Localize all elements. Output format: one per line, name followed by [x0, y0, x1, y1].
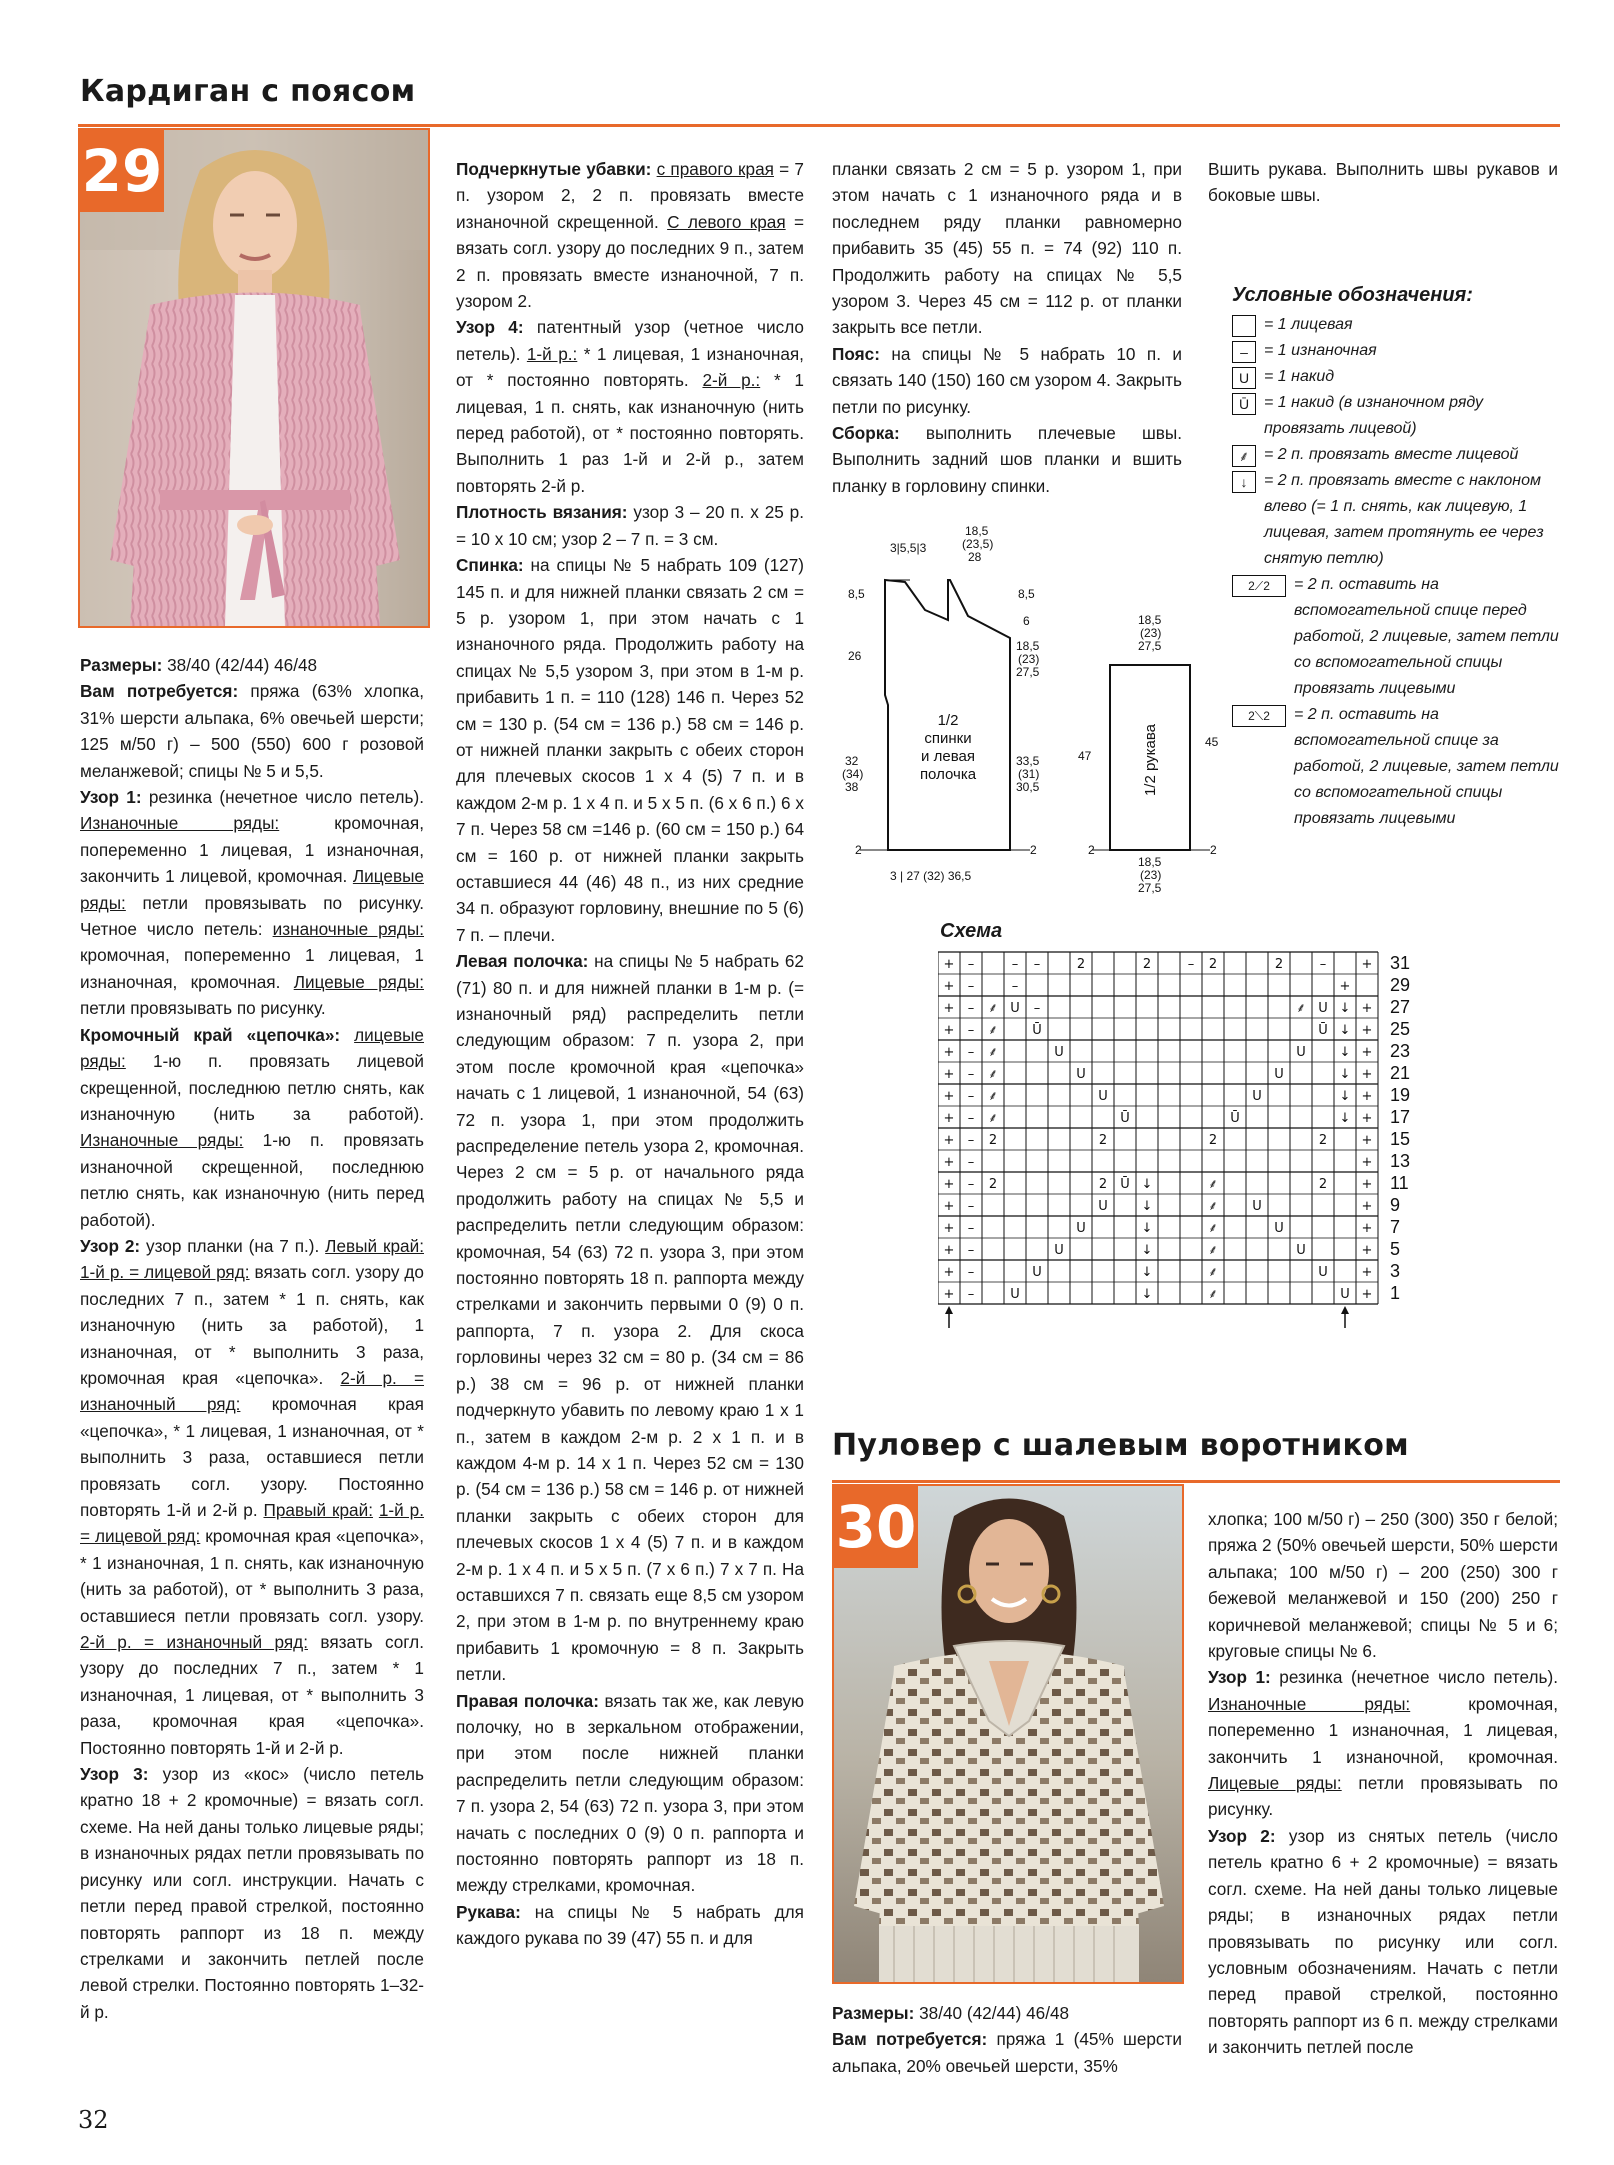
article1-column-2	[456, 156, 804, 1952]
legend-text: = 1 накид	[1264, 368, 1335, 385]
chart-cell-symbol: –	[967, 1088, 975, 1104]
chart-row-number: 23	[1390, 1041, 1411, 1062]
dim-left-bottom: 38	[845, 780, 859, 794]
article1-badge: 29	[80, 130, 164, 212]
chart-cell-symbol: +	[943, 1154, 955, 1170]
chart-cell-symbol: U	[1098, 1088, 1108, 1104]
article1-col1-paragraph: Узор 3: узор из «кос» (число петель кратно 18 + 2 кромочные) = вязать согл. схеме. На ней даны только лицевые ряды; в изнаночных рядах петли провязывать по рисунку или согл. инструкции. Начать с петли перед правой стрелкой, постоянно повторять раппорт из 18 п. между стрелками и закончить петлей после левой стрелки. Постоянно повторять 1–32-й р.	[80, 1764, 424, 2022]
chart-cell-symbol: +	[1361, 1066, 1373, 1082]
article2-title: Пуловер с шалевым воротником	[832, 1428, 1409, 1463]
chart-cell-symbol: +	[1361, 956, 1373, 972]
dim-right-185: 27,5	[1016, 665, 1040, 679]
page-number: 32	[78, 2106, 109, 2134]
chart-cell-symbol: +	[1361, 1198, 1373, 1214]
chart-cell-symbol: +	[943, 1044, 955, 1060]
chart-cell-symbol: +	[1361, 1176, 1373, 1192]
article2-col-right-paragraph: Узор 1: резинка (нечетное число петель). Изнаночные ряды: кромочная, попеременно 1 изнаночная, 1 лицевая, закончить 1 изнаночной, кромочная. Лицевые ряды: петли провязывать по рисунку.	[1208, 1667, 1559, 1820]
chart-cell-symbol: +	[943, 956, 955, 972]
chart-cell-symbol: Ū	[1230, 1110, 1240, 1126]
chart-cell-symbol: U	[1054, 1044, 1064, 1060]
dim-sleeve-top: 18,5	[1138, 613, 1162, 627]
dim-left-bottom: (34)	[842, 767, 864, 781]
chart-cell-symbol: U	[1318, 1264, 1328, 1280]
article1-col1-paragraph: Узор 1: резинка (нечетное число петель). Изнаночные ряды: кромочная, попеременно 1 лицевая, 1 изнаночная, закончить 1 лицевой, кромочная. Лицевые ряды: петли провязывать по рисунку. Четное число петель: изнаночные ряды: кромочная, попеременно 1 лицевая, 1 изнаночная, кромочная. Лицевые ряды: петли провязывать по рисунку.	[80, 787, 425, 1019]
legend-symbol-icon: U	[1232, 367, 1256, 389]
legend-symbol-icon: ⸙	[1232, 445, 1256, 467]
chart-cell-symbol: U	[1098, 1198, 1108, 1214]
chart-row-number: 1	[1390, 1283, 1401, 1304]
chart-cell-symbol: Ū	[1318, 1022, 1328, 1038]
chart-cell-symbol: U	[1010, 1286, 1020, 1302]
chart-cell-symbol: ⸙	[1208, 1176, 1218, 1192]
dim-top-left: 3|5,5|3	[890, 541, 927, 555]
legend-symbol-icon: Ū	[1232, 393, 1256, 415]
chart-row-number: 11	[1390, 1173, 1409, 1194]
chart-cell-symbol: +	[943, 1088, 955, 1104]
chart-cell-symbol: ↓	[1141, 1242, 1153, 1258]
dim-two-left: 2	[855, 843, 862, 857]
dim-left-top: 8,5	[848, 587, 865, 601]
garment-schematic	[830, 520, 1250, 900]
chart-row-number: 7	[1390, 1217, 1401, 1238]
dim-top-neck: 28	[968, 550, 982, 564]
article2-col-right-paragraph: хлопка; 100 м/50 г) – 250 (300) 350 г белой; пряжа 2 (50% овечьей шерсти, 50% шерсти альпака; 100 м/50 г) – 200 (250) 300 г бежевой меланжевой и 150 (200) 250 г коричневой меланжевой; спицы № 5 и 6; круговые спицы № 6.	[1208, 1509, 1558, 1662]
chart-cell-symbol: U	[1252, 1198, 1262, 1214]
chart-cell-symbol: ⸙	[988, 1044, 998, 1060]
chart-cell-symbol: –	[967, 1000, 975, 1016]
chart-cell-symbol: U	[1340, 1286, 1350, 1302]
dim-sleeve-bottom: (23)	[1140, 868, 1162, 882]
chart-cell-symbol: ↓	[1339, 1000, 1351, 1016]
article1-column-4	[1208, 156, 1558, 209]
chart-cell-symbol: +	[943, 1242, 955, 1258]
legend-item	[1232, 312, 1562, 338]
chart-cell-symbol: ↓	[1141, 1176, 1153, 1192]
dim-top-neck: (23,5)	[962, 537, 994, 551]
chart-cell-symbol: –	[1319, 956, 1327, 972]
article1-col3-paragraph: планки связать 2 см = 5 р. узором 1, при этом начать с 1 изнаночного ряда и в последнем ряду планки равномерно прибавить 35 (45) 55 п. = 74 (92) 110 п. Продолжить работу на спицах № 5,5 узором 3. Через 45 см = 112 р. от планки закрыть все петли.	[832, 159, 1182, 338]
chart-cell-symbol: ⸙	[988, 1000, 998, 1016]
chart-cell-symbol: 2	[1318, 1176, 1328, 1192]
chart-cell-symbol: ↓	[1141, 1286, 1153, 1302]
chart-cell-symbol: –	[967, 1198, 975, 1214]
chart-cell-symbol: ⸙	[1208, 1242, 1218, 1258]
dim-sleeve-left: 47	[1078, 749, 1092, 763]
chart-cell-symbol: –	[1011, 978, 1019, 994]
dim-right-bottom: 33,5	[1016, 754, 1040, 768]
dim-right-185: 18,5	[1016, 639, 1040, 653]
legend-text: = 2 п. оставить на вспомогательной спице перед работой, 2 лицевые, затем петли со вспомогательной спицы провязать лицевыми	[1294, 576, 1559, 697]
chart-cell-symbol: U	[1252, 1088, 1262, 1104]
chart-cell-symbol: –	[967, 1264, 975, 1280]
article2-badge: 30	[834, 1486, 918, 1568]
chart-cell-symbol: –	[1033, 1000, 1041, 1016]
schematic-label-back: 1/2	[937, 712, 959, 729]
chart-cell-symbol: ↓	[1339, 1110, 1351, 1126]
chart-cell-symbol: +	[1361, 1242, 1373, 1258]
dim-sleeve-two-right: 2	[1210, 843, 1217, 857]
chart-row-number: 5	[1390, 1239, 1401, 1260]
chart-cell-symbol: +	[943, 1198, 955, 1214]
article1-col2-paragraph: Спинка: на спицы № 5 набрать 109 (127) 145 п. и для нижней планки связать 2 см = 5 р. узором 1, при этом начать с 1 изнаночного ряда. Продолжить работу на спицах № 5,5 узором 3, при этом в 1-м р. прибавить 1 п. = 110 (128) 146 п. Через 52 см = 130 р. (54 см = 136 р.) 58 см = 146 р. от нижней планки закрыть с обеих сторон для плечевых скосов 1 х 4 (5) 7 п. и в каждом 2-м р. 1 х 4 п. и 5 х 5 п. (6 х 6 п.) 6 х 7 п. Через 58 см =146 р. (60 см = 150 р.) 64 см = 160 р. от нижней планки закрыть оставшиеся 44 (46) 48 п., из них средние 34 п. образуют горловину, внешние по 5 (6) 7 п. – плечи.	[456, 555, 804, 945]
chart-row-number: 25	[1390, 1019, 1411, 1040]
chart-cell-symbol: +	[1361, 1220, 1373, 1236]
article1-title: Кардиган с поясом	[80, 74, 416, 109]
chart-cell-symbol: +	[1361, 1154, 1373, 1170]
legend-item	[1232, 702, 1562, 832]
legend-item	[1232, 390, 1562, 442]
chart-cell-symbol: +	[1339, 978, 1351, 994]
legend-text: = 2 п. провязать вместе с наклоном влево (= 1 п. снять, как лицевую, 1 лицевая, затем протянуть ее через снятую петлю)	[1264, 472, 1544, 567]
legend-item	[1232, 468, 1562, 572]
legend-item	[1232, 364, 1562, 390]
schematic-label-back: полочка	[919, 766, 977, 783]
chart-cell-symbol: ⸙	[988, 1022, 998, 1038]
dim-right-six: 6	[1023, 614, 1030, 628]
chart-cell-symbol: ↓	[1141, 1220, 1153, 1236]
chart-row-number: 27	[1390, 997, 1411, 1018]
legend-symbol-icon: 2⟍2	[1232, 705, 1286, 727]
schematic-label-back: спинки	[924, 730, 972, 747]
chart-cell-symbol: U	[1010, 1000, 1020, 1016]
chart-title: Схема	[940, 920, 1003, 942]
chart-cell-symbol: U	[1076, 1066, 1086, 1082]
chart-cell-symbol: ↓	[1339, 1088, 1351, 1104]
legend-items	[1232, 312, 1562, 832]
chart-cell-symbol: ↓	[1339, 1022, 1351, 1038]
chart-cell-symbol: 2	[1208, 1132, 1218, 1148]
dim-sleeve-top: 27,5	[1138, 639, 1162, 653]
chart-cell-symbol: Ū	[1032, 1022, 1042, 1038]
dim-right-top: 8,5	[1018, 587, 1035, 601]
legend-symbol-icon: 2⟋2	[1232, 575, 1286, 597]
chart-cell-symbol: Ū	[1120, 1110, 1130, 1126]
article1-column-1	[80, 652, 424, 2025]
chart-row-number: 29	[1390, 975, 1411, 996]
chart-cell-symbol: U	[1032, 1264, 1042, 1280]
chart-cell-symbol: +	[1361, 1044, 1373, 1060]
legend-text: = 1 накид (в изнаночном ряду провязать лицевой)	[1264, 394, 1484, 437]
legend-item	[1232, 338, 1562, 364]
chart-cell-symbol: +	[943, 1220, 955, 1236]
chart-cell-symbol: U	[1054, 1242, 1064, 1258]
legend-text: = 2 п. провязать вместе лицевой	[1264, 446, 1519, 463]
chart-arrow	[945, 1306, 953, 1314]
chart-cell-symbol: +	[1361, 1022, 1373, 1038]
chart-cell-symbol: –	[967, 1176, 975, 1192]
chart-cell-symbol: U	[1318, 1000, 1328, 1016]
article1-col2-paragraph: Правая полочка: вязать так же, как левую полочку, но в зеркальном отображении, при этом после нижней планки распределить петли следующим образом: 7 п. узора 2, 54 (63) 72 п. узора 3, при этом начать с последних 0 (9) 0 п. раппорта и постоянно повторять раппорт из 18 п. между стрелками, кромочная.	[456, 1690, 804, 1896]
dim-sleeve-top: (23)	[1140, 626, 1162, 640]
chart-cell-symbol: +	[1361, 1110, 1373, 1126]
chart-row-number: 3	[1390, 1261, 1401, 1282]
article1-col1-paragraph: Узор 2: узор планки (на 7 п.). Левый край: 1-й р. = лицевой ряд: вязать согл. узору до последних 7 п., затем * 1 п. снять, как изнаночную (нить за работой), 1 изнаночная, от * выполнить 3 раза, кромочная края «цепочка». 2-й р. = изнаночный ряд: кромочная края «цепочка», * 1 лицевая, 1 изнаночная, от * выполнить 3 раза, оставшиеся петли провязать согл. узору. Постоянно повторять 1-й и 2-й р. Правый край: 1-й р. = лицевой ряд: кромочная края «цепочка», * 1 изнаночная, 1 п. снять, как изнаночную (нить за работой), от * выполнить 3 раза, оставшиеся петли провязать согл. узору. 2-й р. = изнаночный ряд: вязать согл. узору до последних 7 п., затем * 1 изнаночная, 1 лицевая, от * выполнить 3 раза, кромочная края «цепочка». Постоянно повторять 1-й и 2-й р.	[80, 1235, 424, 1758]
chart-row-number: 9	[1390, 1195, 1401, 1216]
chart-cell-symbol: U	[1296, 1044, 1306, 1060]
chart-cell-symbol: 2	[1274, 956, 1284, 972]
legend-symbol-icon: –	[1232, 341, 1256, 363]
legend-text: = 1 изнаночная	[1264, 342, 1377, 359]
chart-cell-symbol: U	[1274, 1220, 1284, 1236]
chart-cell-symbol: 2	[1098, 1176, 1108, 1192]
legend	[1232, 282, 1562, 832]
dim-right-bottom: (31)	[1018, 767, 1040, 781]
chart-cell-symbol: –	[1011, 956, 1019, 972]
article2-col-left-paragraph: Вам потребуется: пряжа 1 (45% шерсти альпака, 20% овечьей шерсти, 35%	[832, 2029, 1182, 2076]
article1-col3-paragraph: Пояс: на спицы № 5 набрать 10 п. и связать 140 (150) 160 см узором 4. Закрыть петли по рисунку.	[832, 343, 1182, 417]
chart-row-number: 31	[1390, 953, 1411, 974]
article2-column-left	[832, 2000, 1182, 2079]
chart-cell-symbol: ⸙	[1208, 1220, 1218, 1236]
chart-cell-symbol: –	[967, 1044, 975, 1060]
article1-col1-paragraph: Размеры: 38/40 (42/44) 46/48	[80, 655, 318, 675]
chart-cell-symbol: 2	[1208, 956, 1218, 972]
dim-sleeve-bottom: 18,5	[1138, 855, 1162, 869]
chart-cell-symbol: 2	[1076, 956, 1086, 972]
chart-cell-symbol: ↓	[1141, 1264, 1153, 1280]
legend-symbol-icon: ↓	[1232, 471, 1256, 493]
article1-col2-paragraph: Рукава: на спицы № 5 набрать для каждого рукава по 39 (47) 55 п. и для	[456, 1901, 804, 1949]
legend-text: = 1 лицевая	[1264, 316, 1353, 333]
article1-col2-paragraph: Плотность вязания: узор 3 – 20 п. х 25 р. = 10 х 10 см; узор 2 – 7 п. = 3 см.	[456, 502, 804, 549]
chart-cell-symbol: ⸙	[1208, 1198, 1218, 1214]
chart-cell-symbol: –	[967, 1066, 975, 1082]
schematic-label-sleeve: 1/2 рукава	[1142, 723, 1159, 797]
knitting-chart	[938, 948, 1428, 1328]
article2-col-left-paragraph: Размеры: 38/40 (42/44) 46/48	[832, 2003, 1070, 2023]
chart-cell-symbol: +	[943, 978, 955, 994]
article1-title-rule	[78, 124, 1560, 127]
chart-row-number: 21	[1390, 1063, 1411, 1084]
article1-col2-paragraph: Подчеркнутые убавки: с правого края = 7 п. узором 2, 2 п. провязать вместе изнаночной скрещенной. С левого края = вязать согл. узору до последних 9 п., затем 2 п. провязать вместе изнаночной, 7 п. узором 2.	[456, 159, 804, 312]
chart-cell-symbol: U	[1076, 1220, 1086, 1236]
chart-cell-symbol: ⸙	[988, 1088, 998, 1104]
chart-cell-symbol: +	[1361, 1000, 1373, 1016]
chart-cell-symbol: U	[1274, 1066, 1284, 1082]
chart-cell-symbol: +	[1361, 1286, 1373, 1302]
chart-cell-symbol: ↓	[1339, 1044, 1351, 1060]
chart-cell-symbol: +	[943, 1110, 955, 1126]
chart-cell-symbol: +	[1361, 1132, 1373, 1148]
legend-item	[1232, 442, 1562, 468]
article1-col2-paragraph: Левая полочка: на спицы № 5 набрать 62 (71) 80 п. и для нижней планки в 1-м р. (= изнаночный ряд) распределить петли следующим образом: 7 п. узора 2, при этом после кромочной края «цепочка» начать с 1 лицевой, 1 изнаночной, 54 (63) 72 п. узора 1, при этом продолжить распределение петель узора 2, кромочная. Через 2 см = 5 р. от начального ряда продолжить работу на спицах № 5,5 и распределить петли следующим образом: кромочная, 54 (63) 72 п. узора 3, при этом постоянно повторять 18 п. раппорта между стрелками и закончить первыми 0 (9) 0 п. раппорта, 7 п. узора 2. Для скоса горловины через 32 см = 80 р. (34 см = 86 р.) 38 см = 96 р. от нижней планки подчеркнуто убавить по левому краю 1 х 1 п., затем в каждом 2-м р. 2 х 1 п. и в каждом 4-м р. 14 х 1 п. Через 52 см = 130 р. (54 см = 136 р.) 58 см = 146 р. от нижней планки закрыть с обеих сторон для плечевых скосов 1 х 4 (5) 7 п. и в каждом 2-м р. 1 х 4 п. и 5 х 5 п. (7 х 6 п.) 7 х 7 п. На оставшихся 7 п. связать еще 8,5 см узором 2, при этом в 1-м р. по внутреннему краю прибавить 1 кромочную = 8 п. Закрыть петли.	[456, 951, 804, 1685]
chart-cell-symbol: Ū	[1120, 1176, 1130, 1192]
article1-col4-paragraph: Вшить рукава. Выполнить швы рукавов и боковые швы.	[1208, 159, 1558, 206]
chart-cell-symbol: +	[1361, 1088, 1373, 1104]
article2-title-rule	[832, 1480, 1560, 1483]
chart-cell-symbol: 2	[1318, 1132, 1328, 1148]
chart-cell-symbol: +	[1361, 1264, 1373, 1280]
chart-cell-symbol: –	[967, 1022, 975, 1038]
dim-left-bottom: 32	[845, 754, 859, 768]
chart-cell-symbol: ⸙	[1208, 1286, 1218, 1302]
legend-text: = 2 п. оставить на вспомогательной спице за работой, 2 лицевые, затем петли со вспомогательной спицы провязать лицевыми	[1294, 706, 1559, 827]
article2-col-right-paragraph: Узор 2: узор из снятых петель (число петель кратно 6 + 2 кромочные) = вязать согл. схеме. На ней даны только лицевые ряды; в изнаночных рядах петли провязывать по рисунку или согл. условным обозначениям. Начать с петли перед правой стрелкой, постоянно повторять раппорт из 6 п. между стрелками и закончить петлей после	[1208, 1825, 1558, 2058]
chart-cell-symbol: +	[943, 1176, 955, 1192]
chart-cell-symbol: 2	[988, 1132, 998, 1148]
legend-item	[1232, 572, 1562, 702]
chart-cell-symbol: –	[967, 1286, 975, 1302]
chart-cell-symbol: –	[1033, 956, 1041, 972]
chart-cell-symbol: –	[967, 1154, 975, 1170]
chart-cell-symbol: +	[943, 1132, 955, 1148]
chart-cell-symbol: ⸙	[1296, 1000, 1306, 1016]
chart-cell-symbol: –	[967, 978, 975, 994]
chart-arrow	[1341, 1306, 1349, 1314]
chart-row-number: 15	[1390, 1129, 1411, 1150]
chart-cell-symbol: –	[967, 956, 975, 972]
dim-sleeve-right: 45	[1205, 735, 1219, 749]
legend-symbol-icon	[1232, 315, 1256, 337]
dim-bottom-width: 3 | 27 (32) 36,5	[890, 869, 972, 883]
article2-column-right	[1208, 1506, 1558, 2061]
dim-left-26: 26	[848, 649, 862, 663]
dim-right-bottom: 30,5	[1016, 780, 1040, 794]
chart-cell-symbol: +	[943, 1066, 955, 1082]
chart-cell-symbol: –	[967, 1242, 975, 1258]
article1-column-3	[832, 156, 1182, 499]
dim-sleeve-bottom: 27,5	[1138, 881, 1162, 895]
legend-title: Условные обозначения:	[1232, 284, 1473, 306]
chart-row-number: 19	[1390, 1085, 1411, 1106]
chart-cell-symbol: +	[943, 1022, 955, 1038]
chart-cell-symbol: +	[943, 1000, 955, 1016]
dim-sleeve-two-left: 2	[1088, 843, 1095, 857]
chart-cell-symbol: ⸙	[988, 1066, 998, 1082]
chart-cell-symbol: +	[943, 1264, 955, 1280]
article1-col2-paragraph: Узор 4: патентный узор (четное число петель). 1-й р.: * 1 лицевая, 1 изнаночная, от * постоянно повторять. 2-й р.: * 1 лицевая, 1 п. снять, как изнаночную (нить перед работой), от * постоянно повторять. Выполнить 1 раз 1-й и 2-й р., затем повторять 2-й р.	[456, 317, 804, 496]
chart-cell-symbol: U	[1296, 1242, 1306, 1258]
chart-cell-symbol: +	[943, 1286, 955, 1302]
chart-row-number: 17	[1390, 1107, 1411, 1128]
chart-cell-symbol: –	[967, 1110, 975, 1126]
chart-cell-symbol: ↓	[1339, 1066, 1351, 1082]
chart-cell-symbol: –	[967, 1220, 975, 1236]
schematic-label-back: и левая	[921, 748, 975, 765]
chart-cell-symbol: 2	[1098, 1132, 1108, 1148]
chart-cell-symbol: –	[1187, 956, 1195, 972]
chart-cell-symbol: –	[967, 1132, 975, 1148]
dim-two-right: 2	[1030, 843, 1037, 857]
chart-cell-symbol: 2	[1142, 956, 1152, 972]
dim-right-185: (23)	[1018, 652, 1040, 666]
chart-cell-symbol: ↓	[1141, 1198, 1153, 1214]
article1-col3-paragraph: Сборка: выполнить плечевые швы. Выполнить задний шов планки и вшить планку в горловину спинки.	[832, 423, 1182, 496]
chart-cell-symbol: ⸙	[988, 1110, 998, 1126]
article1-col1-paragraph: Вам потребуется: пряжа (63% хлопка, 31% шерсти альпака, 6% овечьей шерсти; 125 м/50 г) – 500 (550) 600 г розовой меланжевой; спицы № 5 и 5,5.	[80, 681, 424, 781]
chart-row-number: 13	[1390, 1151, 1411, 1172]
dim-top-neck: 18,5	[965, 524, 989, 538]
article1-col1-paragraph: Кромочный край «цепочка»: лицевые ряды: 1-ю п. провязать лицевой скрещенной, последнюю петлю снять, как изнаночную (нить за работой). Изнаночные ряды: 1-ю п. провязать изнаночной скрещенной, последнюю петлю снять, как изнаночную (нить перед работой).	[80, 1024, 424, 1230]
chart-cell-symbol: 2	[988, 1176, 998, 1192]
chart-cell-symbol: ⸙	[1208, 1264, 1218, 1280]
